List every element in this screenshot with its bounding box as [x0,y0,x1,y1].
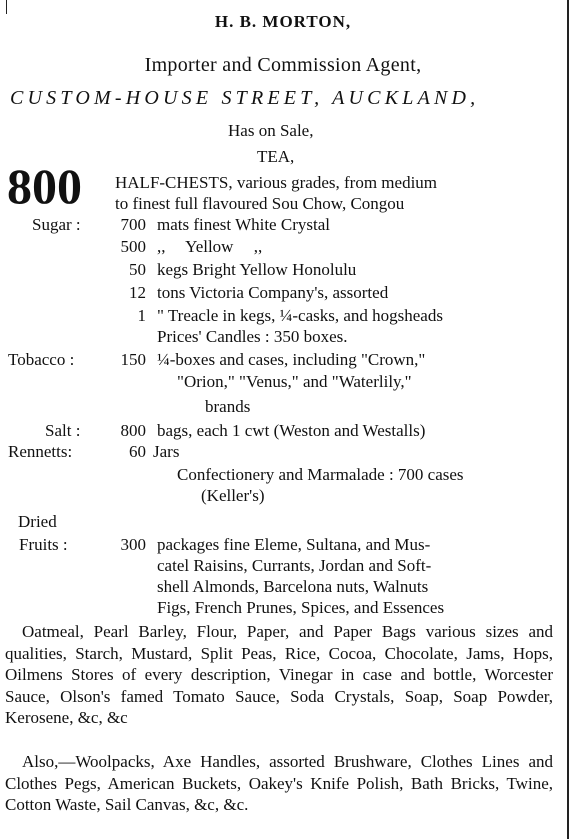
sugar-item-1: mats finest White Crystal [157,215,330,234]
sugar-qty-5: 1 [137,306,146,325]
salt-item: bags, each 1 cwt (Weston and Westalls) [157,421,426,440]
sugar-qty-2: 500 [120,237,146,256]
tobacco-qty: 150 [120,350,146,369]
tea-heading: TEA, [257,147,295,166]
on-sale-line: Has on Sale, [228,121,314,140]
sugar-label: Sugar : [32,215,81,234]
tobacco-line-2: "Orion," "Venus," and "Waterlily," [177,372,412,391]
also-paragraph: Also,—Woolpacks, Axe Handles, assorted Brushware, Clothes Lines and Clothes Pegs, American Buckets, Oakey's Knife Polish, Bath Bricks, Twine, Cotton Waste, Sail Canvas, &c, &c. [5,752,553,815]
sugar-item-3: kegs Bright Yellow Honolulu [157,260,357,279]
rennetts-qty: 60 [129,442,146,461]
dried-fruits-line-4: Figs, French Prunes, Spices, and Essences [157,598,445,617]
salt-label: Salt : [45,421,81,440]
rennetts-label: Rennetts: [8,442,73,461]
tobacco-line-3: brands [205,397,251,416]
confectionery-line-2: (Keller's) [201,486,265,505]
sugar-qty-1: 700 [120,215,146,234]
salt-qty: 800 [120,421,146,440]
dried-label: Dried [18,512,57,531]
column-rule-right [567,0,569,839]
sugar-qty-3: 50 [129,260,146,279]
tobacco-label: Tobacco : [8,350,75,369]
firm-name: H. B. MORTON, [214,12,352,31]
firm-address: CUSTOM-HOUSE STREET, AUCKLAND, [10,87,480,109]
dried-fruits-line-1: packages fine Eleme, Sultana, and Mus- [157,535,431,554]
sugar-item-5: " Treacle in kegs, ¼-casks, and hogsheads [157,306,443,325]
tobacco-line-1: ¼-boxes and cases, including "Crown," [157,350,426,369]
sugar-qty-4: 12 [129,283,146,302]
sugar-item-2: ,, Yellow ,, [157,237,263,256]
tea-line-2: to finest full flavoured Sou Chow, Congou [115,194,405,213]
dried-fruits-line-2: catel Raisins, Currants, Jordan and Soft- [157,556,432,575]
tea-line-1: HALF-CHESTS, various grades, from medium [115,173,438,192]
tea-quantity: 800 [7,158,82,214]
fruits-label: Fruits : [19,535,68,554]
candles-line: Prices' Candles : 350 boxes. [157,327,348,346]
firm-title: Importer and Commission Agent, [144,54,422,76]
sugar-item-4: tons Victoria Company's, assorted [157,283,389,302]
confectionery-line-1: Confectionery and Marmalade : 700 cases [177,465,464,484]
oatmeal-paragraph: Oatmeal, Pearl Barley, Flour, Paper, and Paper Bags various sizes and qualities, Starch, Mustard, Split Peas, Rice, Cocoa, Chocolate, Jams, Hops, Oilmens Stores of every description, Vinegar in case and bottle, Worcester Sauce, Olson's famed Tomato Sauce, Soda Crystals, Soap, Soap Powder, Kerosene, &c, &c [5,622,553,728]
dried-fruits-qty: 300 [120,535,146,554]
dried-fruits-line-3: shell Almonds, Barcelona nuts, Walnuts [157,577,429,596]
rennetts-item: Jars [153,442,180,461]
